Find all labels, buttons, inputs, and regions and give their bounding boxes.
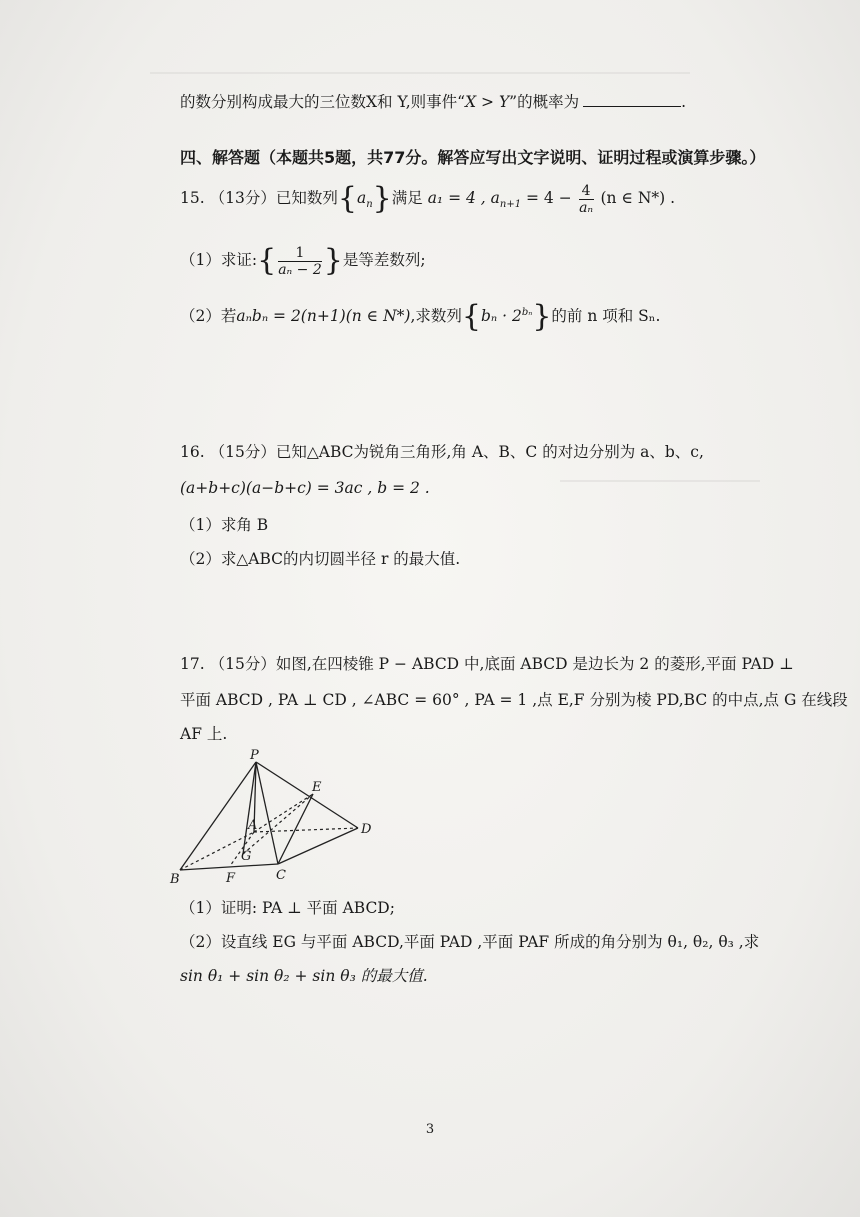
label-E: E [312, 780, 322, 795]
label-D: D [361, 822, 372, 837]
edge-AD [254, 828, 358, 832]
pyramid-figure [168, 748, 388, 888]
answer-blank [583, 92, 681, 107]
q17-stem: 17. （15分）如图,在四棱锥 P − ABCD 中,底面 ABCD 是边长为 2 的菱形,平面 PAD ⊥ [180, 655, 794, 673]
q17-stem-line2: 平面 ABCD , PA ⊥ CD , ∠ABC = 60° , PA = 1 ,点 E,F 分别为棱 PD,BC 的中点,点 G 在线段 [180, 691, 848, 709]
q16-part1: （1）求角 B [180, 516, 269, 534]
edge-CE [278, 794, 313, 864]
bleed-through [560, 480, 760, 482]
edge-BC [180, 864, 278, 870]
q16-part2: （2）求△ABC的内切圆半径 r 的最大值. [180, 550, 461, 568]
edge-CD [278, 828, 358, 864]
label-F: F [226, 871, 236, 886]
label-A: A [248, 818, 258, 833]
label-P: P [250, 748, 259, 763]
q16-stem: 16. （15分）已知△ABC为锐角三角形,角 A、B、C 的对边分别为 a、b、c, [180, 443, 704, 461]
label-C: C [276, 868, 286, 883]
q17-part1: （1）证明: PA ⊥ 平面 ABCD; [180, 899, 395, 917]
q14-continuation: 的数分别构成最大的三位数X和 Y,则事件“X > Y”的概率为 . [180, 93, 687, 111]
q15-stem: 15. （13分）已知数列$\{a_n\}$满足 a₁ = 4 , $a_{n+1} = 4$ − $\frac{4}{\text{aₙ}}$ (n ∈ N*) . [180, 181, 676, 216]
page-number: 3 [425, 1122, 435, 1137]
edge-PC [256, 762, 278, 864]
section-title: 四、解答题（本题共5题，共77分。解答应写出文字说明、证明过程或演算步骤。） [180, 148, 766, 167]
fraction: $\frac{4}{\text{aₙ}}$ [579, 182, 594, 216]
q15-part1: （1）求证:{ $\frac{1}{\text{aₙ − 2}}$ }是等差数列; [180, 243, 426, 278]
q17-part2: （2）设直线 EG 与平面 ABCD,平面 PAD ,平面 PAF 所成的角分别为 θ₁, θ₂, θ₃ ,求 [180, 933, 760, 951]
edge-PD [256, 762, 358, 828]
q15-part2: （2）若aₙbₙ = 2(n+1)(n ∈ N*),求数列$\{b_n \cdot 2^{b_n}\}$的前 n 项和 Sₙ. [180, 299, 661, 335]
label-B: B [170, 872, 180, 887]
bleed-through [150, 72, 690, 74]
q17-part2-expr: sin θ₁ + sin θ₂ + sin θ₃ 的最大值. [180, 967, 428, 985]
label-G: G [241, 849, 252, 864]
q16-condition: (a+b+c)(a−b+c) = 3ac , b = 2 . [180, 479, 430, 497]
q17-stem-line3: AF 上. [180, 725, 228, 743]
fraction: $\frac{1}{\text{aₙ − 2}}$ [278, 244, 322, 278]
